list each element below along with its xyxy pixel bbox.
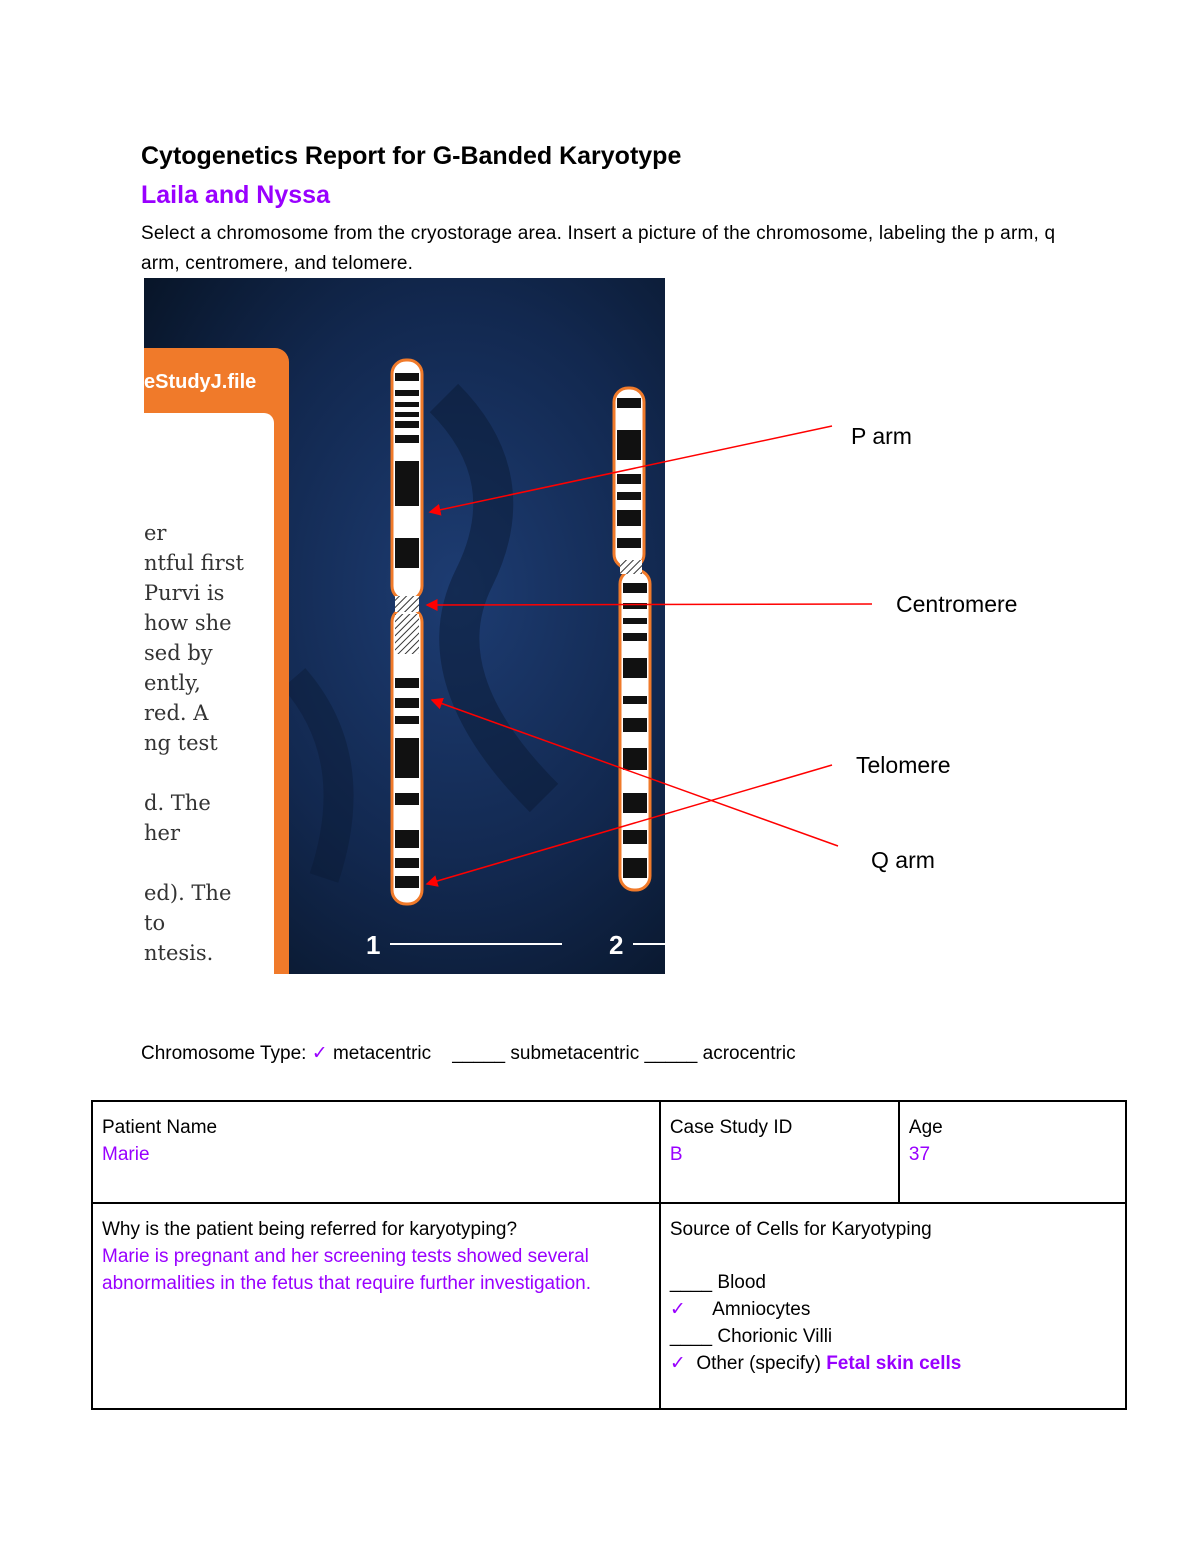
case-id-value: B [669, 1144, 683, 1165]
card-text-line: to [144, 911, 166, 935]
case-table [91, 1100, 1127, 1410]
authors: Laila and Nyssa [141, 181, 330, 209]
card-text-line: her [144, 821, 180, 845]
option-submetacentric: submetacentric [510, 1043, 640, 1064]
case-id-cell [660, 1101, 899, 1203]
chromosome-number-2: 2 [609, 930, 624, 960]
chromosome-number-1: 1 [366, 930, 381, 960]
card-text-line: sed by [144, 641, 213, 665]
card-text-line: how she [144, 611, 232, 635]
centromere-arrow [427, 604, 872, 605]
source-other-value: Fetal skin cells [826, 1353, 962, 1374]
card-text-line: Purvi is [144, 581, 225, 605]
patient-name-cell [92, 1101, 660, 1203]
report-title: Cytogenetics Report for G-Banded Karyotype [141, 142, 682, 170]
option-acrocentric: acrocentric [702, 1043, 796, 1064]
card-text-line: er [144, 521, 167, 545]
chromosome-type-label: Chromosome Type: [141, 1043, 307, 1064]
source-chorionic-villi: ____ Chorionic Villi [669, 1326, 833, 1347]
patient-name-value: Marie [102, 1144, 150, 1165]
age-cell [899, 1101, 1126, 1203]
label-telomere: Telomere [856, 752, 951, 778]
card-text-line: ng test [144, 731, 218, 755]
blank-submetacentric: _____ [452, 1043, 506, 1064]
blank-acrocentric: _____ [644, 1043, 698, 1064]
referral-answer: Marie is pregnant and her screening tests showed several abnormalities in the fetus that require further investigation. [102, 1246, 591, 1294]
card-text-line: ntesis. [144, 941, 214, 965]
q-arm-arrow [432, 700, 838, 846]
check-icon: ✓ [669, 1353, 686, 1374]
card-text-line: ntful first [144, 551, 244, 575]
cell-source-cell [660, 1203, 1126, 1409]
referral-cell [92, 1203, 660, 1409]
telomere-arrow [427, 765, 832, 884]
age-value: 37 [908, 1144, 931, 1165]
check-icon: ✓ [311, 1043, 328, 1064]
p-arm-arrow [430, 426, 832, 512]
card-text-line: ed). The [144, 881, 232, 905]
source-other: ✓ Other (specify) Fetal skin cells [669, 1353, 962, 1374]
source-amniocytes: ✓ Amniocytes [669, 1299, 811, 1320]
card-text-line: red. A [144, 701, 209, 725]
instructions: Select a chromosome from the cryostorage area. Insert a picture of the chromosome, labeling the p arm, q arm, centromere, and telomere. [141, 223, 1056, 274]
label-centromere: Centromere [896, 591, 1018, 617]
card-tab-text: eStudyJ.file [144, 371, 257, 393]
chromosome-type-line [141, 1042, 796, 1065]
source-blood: ____ Blood [669, 1272, 766, 1293]
card-text-line: d. The [144, 791, 211, 815]
label-q-arm: Q arm [871, 847, 935, 873]
label-p-arm: P arm [851, 423, 912, 449]
age-label: Age [908, 1117, 943, 1138]
referral-question: Why is the patient being referred for karyotyping? [102, 1219, 518, 1240]
source-label: Source of Cells for Karyotyping [669, 1219, 932, 1240]
check-icon: ✓ [669, 1299, 686, 1320]
card-text-line: ently, [144, 671, 201, 695]
patient-name-label: Patient Name [102, 1117, 218, 1138]
option-metacentric: metacentric [332, 1043, 432, 1064]
case-id-label: Case Study ID [669, 1117, 793, 1138]
